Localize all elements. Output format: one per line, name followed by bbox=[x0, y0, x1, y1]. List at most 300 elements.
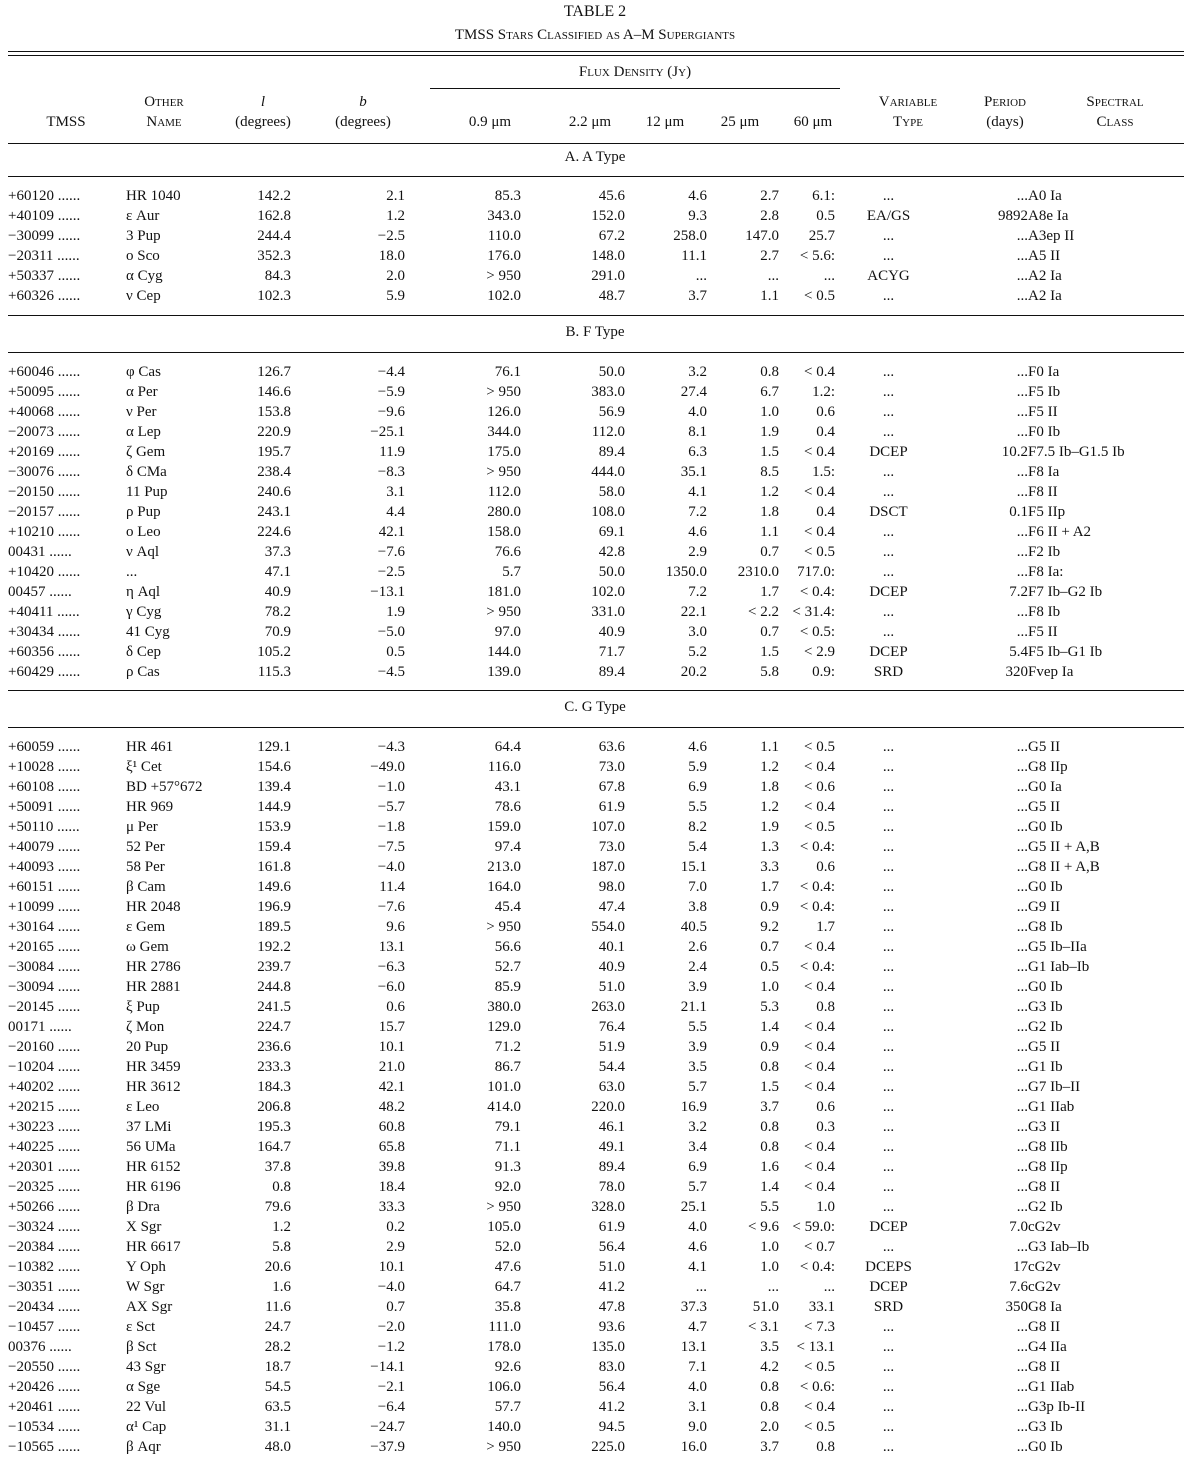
variable-type-cell: ... bbox=[882, 799, 895, 815]
period-cell: ... bbox=[1016, 859, 1028, 875]
l-cell: 233.3 bbox=[257, 1059, 291, 1075]
table-title: TMSS Stars Classified as A–M Supergiants bbox=[454, 27, 736, 43]
section-title-b: B. F Type bbox=[565, 324, 625, 340]
flux-60-cell: < 0.4 bbox=[804, 1039, 835, 1055]
variable-type-cell: ... bbox=[882, 1419, 895, 1435]
flux-25-cell: 1.1 bbox=[760, 288, 779, 304]
variable-type-cell: DSCT bbox=[869, 504, 908, 520]
period-cell: ... bbox=[1016, 959, 1028, 975]
spectral-class-cell: G0 Ib bbox=[1028, 819, 1063, 835]
other-name-cell: HR 6617 bbox=[126, 1239, 181, 1255]
other-name-cell: ε Gem bbox=[126, 919, 166, 935]
b-cell: 5.9 bbox=[386, 288, 405, 304]
period-cell: ... bbox=[1016, 1079, 1028, 1095]
flux-22-cell: 83.0 bbox=[598, 1359, 625, 1375]
spectral-class-cell: G7 Ib–II bbox=[1028, 1079, 1081, 1095]
flux-12-cell: 15.1 bbox=[680, 859, 707, 875]
spectral-class-cell: F5 II bbox=[1028, 624, 1058, 640]
flux-12-cell: 6.9 bbox=[688, 779, 707, 795]
other-name-cell: ε Leo bbox=[126, 1099, 160, 1115]
other-name-cell: 56 UMa bbox=[126, 1139, 176, 1155]
tmss-cell: +60108 ...... bbox=[8, 779, 81, 795]
flux-22-cell: 102.0 bbox=[591, 584, 625, 600]
tmss-cell: −30324 ...... bbox=[8, 1219, 81, 1235]
b-cell: 1.9 bbox=[386, 604, 405, 620]
variable-type-cell: DCEP bbox=[869, 644, 908, 660]
flux-60-cell: < 0.5 bbox=[804, 1359, 835, 1375]
header-period-2: (days) bbox=[986, 114, 1024, 130]
variable-type-cell: ... bbox=[882, 1339, 895, 1355]
period-cell: ... bbox=[1016, 799, 1028, 815]
variable-type-cell: ... bbox=[882, 564, 895, 580]
flux-60-cell: < 0.4: bbox=[799, 839, 835, 855]
flux-22-cell: 51.0 bbox=[598, 1259, 625, 1275]
flux-22-cell: 331.0 bbox=[591, 604, 625, 620]
flux-60-cell: < 0.4: bbox=[799, 959, 835, 975]
l-cell: 149.6 bbox=[257, 879, 291, 895]
flux-22-cell: 48.7 bbox=[598, 288, 625, 304]
variable-type-cell: ... bbox=[882, 919, 895, 935]
l-cell: 105.2 bbox=[257, 644, 291, 660]
spectral-class-cell: G1 Ib bbox=[1028, 1059, 1063, 1075]
flux-22-cell: 63.0 bbox=[598, 1079, 625, 1095]
b-cell: 4.4 bbox=[386, 504, 405, 520]
flux-09-cell: 45.4 bbox=[494, 899, 521, 915]
b-cell: −2.5 bbox=[377, 228, 405, 244]
table-row bbox=[8, 897, 1164, 917]
b-cell: 10.1 bbox=[378, 1039, 405, 1055]
table-row bbox=[8, 402, 1164, 422]
other-name-cell: HR 3459 bbox=[126, 1059, 181, 1075]
flux-60-cell: < 0.4 bbox=[804, 979, 835, 995]
period-cell: ... bbox=[1016, 604, 1028, 620]
b-cell: −4.4 bbox=[377, 364, 405, 380]
l-cell: 154.6 bbox=[257, 759, 291, 775]
flux-25-cell: 0.8 bbox=[760, 1399, 779, 1415]
other-name-cell: 20 Pup bbox=[126, 1039, 169, 1055]
section-title-c: C. G Type bbox=[564, 699, 626, 715]
flux-12-cell: 11.1 bbox=[681, 248, 707, 264]
flux-22-cell: 78.0 bbox=[598, 1179, 625, 1195]
other-name-cell: ε Sct bbox=[126, 1319, 156, 1335]
flux-22-cell: 93.6 bbox=[598, 1319, 625, 1335]
period-cell: 7.2 bbox=[1009, 584, 1028, 600]
table-row bbox=[8, 757, 1164, 777]
flux-25-cell: 1.0 bbox=[760, 1239, 779, 1255]
b-cell: −13.1 bbox=[370, 584, 405, 600]
flux-25-cell: 1.2 bbox=[760, 759, 779, 775]
variable-type-cell: ... bbox=[882, 484, 895, 500]
flux-09-cell: 112.0 bbox=[487, 484, 521, 500]
period-cell: ... bbox=[1016, 1199, 1028, 1215]
flux-12-cell: 5.5 bbox=[688, 1019, 707, 1035]
flux-22-cell: 89.4 bbox=[598, 664, 625, 680]
flux-22-cell: 46.1 bbox=[598, 1119, 625, 1135]
spectral-class-cell: G8 IIp bbox=[1028, 1159, 1068, 1175]
l-cell: 196.9 bbox=[257, 899, 291, 915]
period-cell: ... bbox=[1016, 1179, 1028, 1195]
l-cell: 224.6 bbox=[257, 524, 291, 540]
flux-12-cell: 3.7 bbox=[688, 288, 707, 304]
other-name-cell: β Cam bbox=[126, 879, 166, 895]
flux-25-cell: 0.8 bbox=[760, 1059, 779, 1075]
header-tmss: TMSS bbox=[46, 114, 86, 130]
flux-09-cell: 52.7 bbox=[494, 959, 521, 975]
other-name-cell: Y Oph bbox=[126, 1259, 166, 1275]
flux-12-cell: 13.1 bbox=[680, 1339, 707, 1355]
flux-60-cell: ... bbox=[823, 268, 835, 284]
period-cell: ... bbox=[1016, 819, 1028, 835]
table-row bbox=[8, 1057, 1164, 1077]
flux-22-cell: 71.7 bbox=[598, 644, 625, 660]
flux-22-cell: 58.0 bbox=[598, 484, 625, 500]
variable-type-cell: ... bbox=[882, 879, 895, 895]
flux-22-cell: 50.0 bbox=[598, 564, 625, 580]
other-name-cell: AX Sgr bbox=[126, 1299, 173, 1315]
flux-25-cell: 1.4 bbox=[760, 1019, 779, 1035]
flux-25-cell: 1.8 bbox=[760, 504, 779, 520]
flux-09-cell: 111.0 bbox=[488, 1319, 521, 1335]
tmss-cell: +10099 ...... bbox=[8, 899, 81, 915]
variable-type-cell: ... bbox=[882, 1319, 895, 1335]
table-row bbox=[8, 266, 1164, 286]
table-row bbox=[8, 1097, 1164, 1117]
table-row bbox=[8, 662, 1164, 682]
other-name-cell: o Sco bbox=[126, 248, 160, 264]
b-cell: 2.0 bbox=[386, 268, 405, 284]
table-row bbox=[8, 1197, 1164, 1217]
spectral-class-cell: F7 Ib–G2 Ib bbox=[1028, 584, 1103, 600]
other-name-cell: HR 1040 bbox=[126, 188, 181, 204]
tmss-cell: +50091 ...... bbox=[8, 799, 81, 815]
variable-type-cell: ... bbox=[882, 524, 895, 540]
spectral-class-cell: G8 Ib bbox=[1028, 919, 1063, 935]
period-cell: ... bbox=[1016, 919, 1028, 935]
flux-25-cell: 0.8 bbox=[760, 1379, 779, 1395]
period-cell: 10.2 bbox=[1001, 444, 1028, 460]
table-row bbox=[8, 1237, 1164, 1257]
tmss-cell: +10420 ...... bbox=[8, 564, 81, 580]
flux-60-cell: < 7.3 bbox=[804, 1319, 835, 1335]
l-cell: 189.5 bbox=[257, 919, 291, 935]
other-name-cell: ν Aql bbox=[126, 544, 160, 560]
period-cell: ... bbox=[1016, 624, 1028, 640]
flux-60-cell: < 5.6: bbox=[799, 248, 835, 264]
flux-22-cell: 56.9 bbox=[598, 404, 625, 420]
l-cell: 11.6 bbox=[265, 1299, 291, 1315]
flux-22-cell: 444.0 bbox=[591, 464, 625, 480]
variable-type-cell: ... bbox=[882, 959, 895, 975]
b-cell: −6.3 bbox=[377, 959, 405, 975]
spectral-class-cell: G1 IIab bbox=[1028, 1099, 1075, 1115]
table-row bbox=[8, 1217, 1164, 1237]
other-name-cell: ν Cep bbox=[126, 288, 161, 304]
b-cell: −6.0 bbox=[377, 979, 405, 995]
b-cell: −14.1 bbox=[370, 1359, 405, 1375]
table-row bbox=[8, 777, 1164, 797]
tmss-cell: +10210 ...... bbox=[8, 524, 81, 540]
flux-22-cell: 50.0 bbox=[598, 364, 625, 380]
period-cell: ... bbox=[1016, 364, 1028, 380]
b-cell: 1.2 bbox=[386, 208, 405, 224]
period-cell: ... bbox=[1016, 524, 1028, 540]
flux-60-cell: 0.8 bbox=[816, 999, 835, 1015]
tmss-cell: 00431 ...... bbox=[8, 544, 72, 560]
variable-type-cell: DCEPS bbox=[865, 1259, 912, 1275]
flux-60-cell: 0.8 bbox=[816, 1439, 835, 1455]
flux-22-cell: 148.0 bbox=[591, 248, 625, 264]
flux-25-cell: 1.3 bbox=[760, 839, 779, 855]
l-cell: 239.7 bbox=[257, 959, 291, 975]
flux-25-cell: < 3.1 bbox=[748, 1319, 779, 1335]
flux-25-cell: 3.7 bbox=[760, 1439, 779, 1455]
b-cell: −9.6 bbox=[377, 404, 405, 420]
flux-60-cell: < 0.4 bbox=[804, 799, 835, 815]
b-cell: −4.0 bbox=[377, 1279, 405, 1295]
tmss-cell: −30084 ...... bbox=[8, 959, 81, 975]
period-cell: 350 bbox=[1005, 1299, 1028, 1315]
flux-22-cell: 89.4 bbox=[598, 1159, 625, 1175]
flux-25-cell: 1.9 bbox=[760, 819, 779, 835]
flux-25-cell: 0.5 bbox=[760, 959, 779, 975]
tmss-cell: −30076 ...... bbox=[8, 464, 81, 480]
tmss-cell: +40079 ...... bbox=[8, 839, 81, 855]
table-row bbox=[8, 1277, 1164, 1297]
l-cell: 243.1 bbox=[257, 504, 291, 520]
header-b-2: (degrees) bbox=[335, 114, 391, 130]
other-name-cell: ρ Cas bbox=[126, 664, 160, 680]
variable-type-cell: ... bbox=[882, 859, 895, 875]
spectral-class-cell: A2 Ia bbox=[1028, 288, 1062, 304]
flux-09-cell: 64.4 bbox=[494, 739, 521, 755]
flux-09-cell: 140.0 bbox=[487, 1419, 521, 1435]
flux-12-cell: 5.9 bbox=[688, 759, 707, 775]
flux-25-cell: 1.2 bbox=[760, 799, 779, 815]
l-cell: 1.6 bbox=[272, 1279, 291, 1295]
period-cell: ... bbox=[1016, 939, 1028, 955]
flux-25-cell: 9.2 bbox=[760, 919, 779, 935]
flux-25-cell: 1.1 bbox=[760, 739, 779, 755]
flux-25-cell: 1.0 bbox=[760, 1259, 779, 1275]
tmss-cell: +50266 ...... bbox=[8, 1199, 81, 1215]
l-cell: 28.2 bbox=[264, 1339, 291, 1355]
table-row bbox=[8, 737, 1164, 757]
b-cell: 0.2 bbox=[386, 1219, 405, 1235]
header-spectral-class-2: Class bbox=[1096, 114, 1134, 130]
other-name-cell: o Leo bbox=[126, 524, 161, 540]
table-row bbox=[8, 1397, 1164, 1417]
flux-60-cell: 1.7 bbox=[816, 919, 835, 935]
flux-12-cell: 4.6 bbox=[688, 188, 707, 204]
flux-25-cell: 2.7 bbox=[760, 188, 779, 204]
flux-60-cell: < 0.4 bbox=[804, 1139, 835, 1155]
table-row bbox=[8, 1177, 1164, 1197]
variable-type-cell: ... bbox=[882, 604, 895, 620]
table-row bbox=[8, 877, 1164, 897]
flux-25-cell: 1.5 bbox=[760, 444, 779, 460]
tmss-cell: +60326 ...... bbox=[8, 288, 81, 304]
flux-09-cell: > 950 bbox=[486, 919, 521, 935]
l-cell: 195.7 bbox=[257, 444, 291, 460]
period-cell: ... bbox=[1016, 879, 1028, 895]
flux-12-cell: 9.3 bbox=[688, 208, 707, 224]
flux-22-cell: 61.9 bbox=[598, 799, 625, 815]
flux-60-cell: < 0.6: bbox=[799, 1379, 835, 1395]
variable-type-cell: ... bbox=[882, 1379, 895, 1395]
b-cell: 0.6 bbox=[386, 999, 405, 1015]
l-cell: 18.7 bbox=[264, 1359, 291, 1375]
flux-25-cell: 1.4 bbox=[760, 1179, 779, 1195]
tmss-cell: +30164 ...... bbox=[8, 919, 81, 935]
spectral-class-cell: F2 Ib bbox=[1028, 544, 1061, 560]
l-cell: 144.9 bbox=[257, 799, 291, 815]
flux-22-cell: 40.9 bbox=[598, 959, 625, 975]
l-cell: 146.6 bbox=[257, 384, 291, 400]
flux-25-cell: 4.2 bbox=[760, 1359, 779, 1375]
tmss-cell: +60059 ...... bbox=[8, 739, 81, 755]
flux-09-cell: 57.7 bbox=[494, 1399, 521, 1415]
flux-09-cell: 116.0 bbox=[487, 759, 521, 775]
period-cell: ... bbox=[1016, 1399, 1028, 1415]
table-row bbox=[8, 1317, 1164, 1337]
flux-60-cell: < 0.4 bbox=[804, 444, 835, 460]
l-cell: 153.9 bbox=[257, 819, 291, 835]
spectral-class-cell: F0 Ia bbox=[1028, 364, 1060, 380]
variable-type-cell: ... bbox=[882, 899, 895, 915]
period-cell: 0.1 bbox=[1009, 504, 1028, 520]
variable-type-cell: ... bbox=[882, 1439, 895, 1455]
b-cell: 42.1 bbox=[378, 524, 405, 540]
variable-type-cell: ... bbox=[882, 288, 895, 304]
table-row bbox=[8, 957, 1164, 977]
spectral-class-cell: cG2v bbox=[1028, 1279, 1061, 1295]
other-name-cell: δ CMa bbox=[126, 464, 167, 480]
variable-type-cell: ... bbox=[882, 1119, 895, 1135]
flux-09-cell: > 950 bbox=[486, 604, 521, 620]
flux-09-cell: 71.2 bbox=[494, 1039, 521, 1055]
period-cell: ... bbox=[1016, 1319, 1028, 1335]
tmss-cell: 00457 ...... bbox=[8, 584, 72, 600]
tmss-cell: +60356 ...... bbox=[8, 644, 81, 660]
b-cell: 11.9 bbox=[379, 444, 405, 460]
other-name-cell: ... bbox=[126, 564, 138, 580]
flux-12-cell: 2.6 bbox=[688, 939, 707, 955]
flux-25-cell: 3.5 bbox=[760, 1339, 779, 1355]
period-cell: ... bbox=[1016, 268, 1028, 284]
flux-25-cell: 3.3 bbox=[760, 859, 779, 875]
section-table-b bbox=[8, 362, 1164, 682]
b-cell: −6.4 bbox=[377, 1399, 405, 1415]
l-cell: 352.3 bbox=[257, 248, 291, 264]
tmss-cell: 00171 ...... bbox=[8, 1019, 72, 1035]
period-cell: ... bbox=[1016, 1239, 1028, 1255]
table-row bbox=[8, 226, 1164, 246]
other-name-cell: HR 2048 bbox=[126, 899, 181, 915]
flux-60-cell: 1.0 bbox=[816, 1199, 835, 1215]
flux-60-cell: < 2.9 bbox=[804, 644, 835, 660]
variable-type-cell: ... bbox=[882, 979, 895, 995]
variable-type-cell: ... bbox=[882, 839, 895, 855]
table-row bbox=[8, 1297, 1164, 1317]
table-row bbox=[8, 1377, 1164, 1397]
table-row bbox=[8, 997, 1164, 1017]
other-name-cell: ω Gem bbox=[126, 939, 169, 955]
other-name-cell: 52 Per bbox=[126, 839, 165, 855]
flux-22-cell: 47.8 bbox=[598, 1299, 625, 1315]
other-name-cell: ξ¹ Cet bbox=[126, 759, 162, 775]
tmss-cell: −30351 ...... bbox=[8, 1279, 81, 1295]
flux-60-cell: < 31.4: bbox=[792, 604, 835, 620]
flux-25-cell: 1.6 bbox=[760, 1159, 779, 1175]
flux-22-cell: 554.0 bbox=[591, 919, 625, 935]
variable-type-cell: ACYG bbox=[867, 268, 910, 284]
spectral-class-cell: A5 II bbox=[1028, 248, 1061, 264]
table-row bbox=[8, 1337, 1164, 1357]
variable-type-cell: DCEP bbox=[869, 444, 908, 460]
variable-type-cell: ... bbox=[882, 779, 895, 795]
flux-12-cell: 4.6 bbox=[688, 524, 707, 540]
table-number: TABLE 2 bbox=[563, 3, 627, 20]
flux-60-cell: < 0.4 bbox=[804, 939, 835, 955]
flux-12-cell: 5.7 bbox=[688, 1179, 707, 1195]
flux-22-cell: 107.0 bbox=[591, 819, 625, 835]
flux-09-cell: 97.4 bbox=[494, 839, 521, 855]
flux-09-cell: 175.0 bbox=[487, 444, 521, 460]
flux-25-cell: < 2.2 bbox=[748, 604, 779, 620]
flux-60-cell: < 0.4 bbox=[804, 1179, 835, 1195]
section-divider-b bbox=[8, 315, 1184, 316]
flux-12-cell: 7.2 bbox=[688, 504, 707, 520]
period-cell: ... bbox=[1016, 999, 1028, 1015]
other-name-cell: β Sct bbox=[126, 1339, 157, 1355]
other-name-cell: HR 969 bbox=[126, 799, 174, 815]
tmss-cell: +40068 ...... bbox=[8, 404, 81, 420]
l-cell: 129.1 bbox=[257, 739, 291, 755]
flux-60-cell: < 0.5: bbox=[799, 624, 835, 640]
b-cell: 21.0 bbox=[378, 1059, 405, 1075]
period-cell: ... bbox=[1016, 739, 1028, 755]
l-cell: 40.9 bbox=[264, 584, 291, 600]
spectral-class-cell: A8e Ia bbox=[1028, 208, 1069, 224]
flux-22-cell: 49.1 bbox=[598, 1139, 625, 1155]
l-cell: 102.3 bbox=[257, 288, 291, 304]
variable-type-cell: ... bbox=[882, 1159, 895, 1175]
flux-60-cell: 717.0: bbox=[797, 564, 835, 580]
other-name-cell: ρ Pup bbox=[126, 504, 161, 520]
l-cell: 159.4 bbox=[257, 839, 291, 855]
b-cell: −7.6 bbox=[377, 899, 405, 915]
other-name-cell: W Sgr bbox=[126, 1279, 165, 1295]
flux-12-cell: 5.5 bbox=[688, 799, 707, 815]
table-row bbox=[8, 422, 1164, 442]
flux-25-cell: 1.7 bbox=[760, 879, 779, 895]
top-rule-double bbox=[8, 55, 1184, 56]
header-flux-09: 0.9 μm bbox=[468, 114, 512, 130]
table-row bbox=[8, 1357, 1164, 1377]
flux-09-cell: 78.6 bbox=[494, 799, 521, 815]
spectral-class-cell: G5 II bbox=[1028, 739, 1061, 755]
flux-09-cell: 343.0 bbox=[487, 208, 521, 224]
period-cell: ... bbox=[1016, 404, 1028, 420]
b-cell: −5.7 bbox=[377, 799, 405, 815]
table-row bbox=[8, 1157, 1164, 1177]
flux-25-cell: 6.7 bbox=[760, 384, 779, 400]
other-name-cell: γ Cyg bbox=[126, 604, 162, 620]
spectral-class-cell: G8 IIp bbox=[1028, 759, 1068, 775]
table-row bbox=[8, 857, 1164, 877]
l-cell: 31.1 bbox=[264, 1419, 291, 1435]
period-cell: ... bbox=[1016, 544, 1028, 560]
